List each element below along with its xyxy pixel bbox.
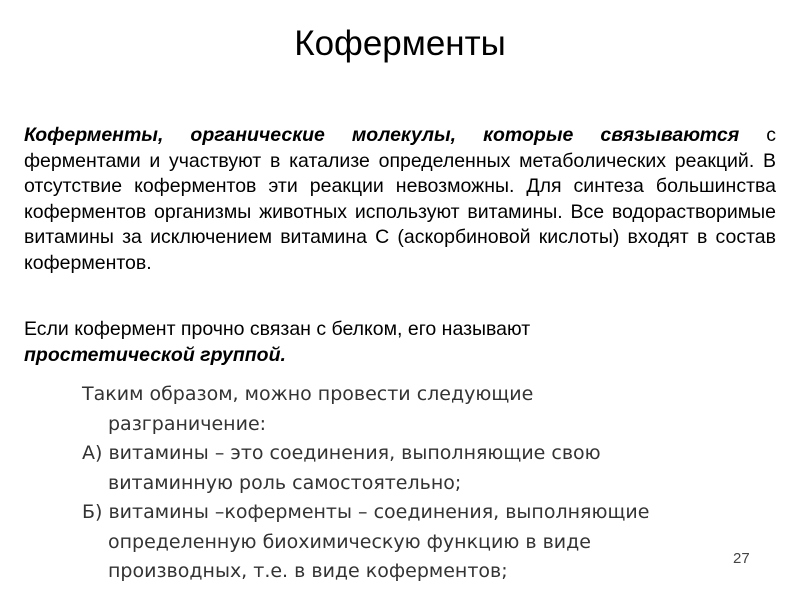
summary-line-a-cont: витаминную роль самостоятельно; (108, 471, 462, 494)
summary-line-b-cont: определенную биохимическую функцию в виде (108, 530, 591, 553)
summary-line-2: разграничение: (108, 412, 267, 435)
prosthetic-term: простетической группой (24, 343, 281, 366)
definition-term: Коферменты, органические молекулы, которые связываются (24, 124, 740, 146)
definition-text: с ферментами и участвуют в катализе определенных метаболических реакций. В отсутствие коферментов эти реакции невозможны. Для синтеза большинства коферментов организмы животных используют витамины. Все водорастворимые витамины за исключением витамина С (аскорбиновой кислоты) входят в состав коферментов. (24, 124, 777, 274)
summary-line-a: А) витамины – это соединения, выполняющие свою (82, 442, 601, 464)
prosthetic-text: Если кофермент прочно связан с белком, его называют (24, 318, 531, 340)
summary-line-b: Б) витамины –коферменты – соединения, выполняющие (82, 501, 650, 523)
summary-line-1: Таким образом, можно провести следующие (82, 383, 534, 405)
prosthetic-term-line (24, 343, 776, 369)
summary-line-b-cont-2: производных, т.е. в виде коферментов; (108, 560, 508, 582)
paragraph-coenzymes-definition (24, 123, 776, 277)
paragraph-prosthetic-group (24, 317, 776, 368)
slide-title: Коферменты (294, 24, 506, 63)
summary-block (82, 380, 762, 587)
page-number: 27 (733, 550, 750, 567)
prosthetic-term-period: . (280, 343, 286, 366)
